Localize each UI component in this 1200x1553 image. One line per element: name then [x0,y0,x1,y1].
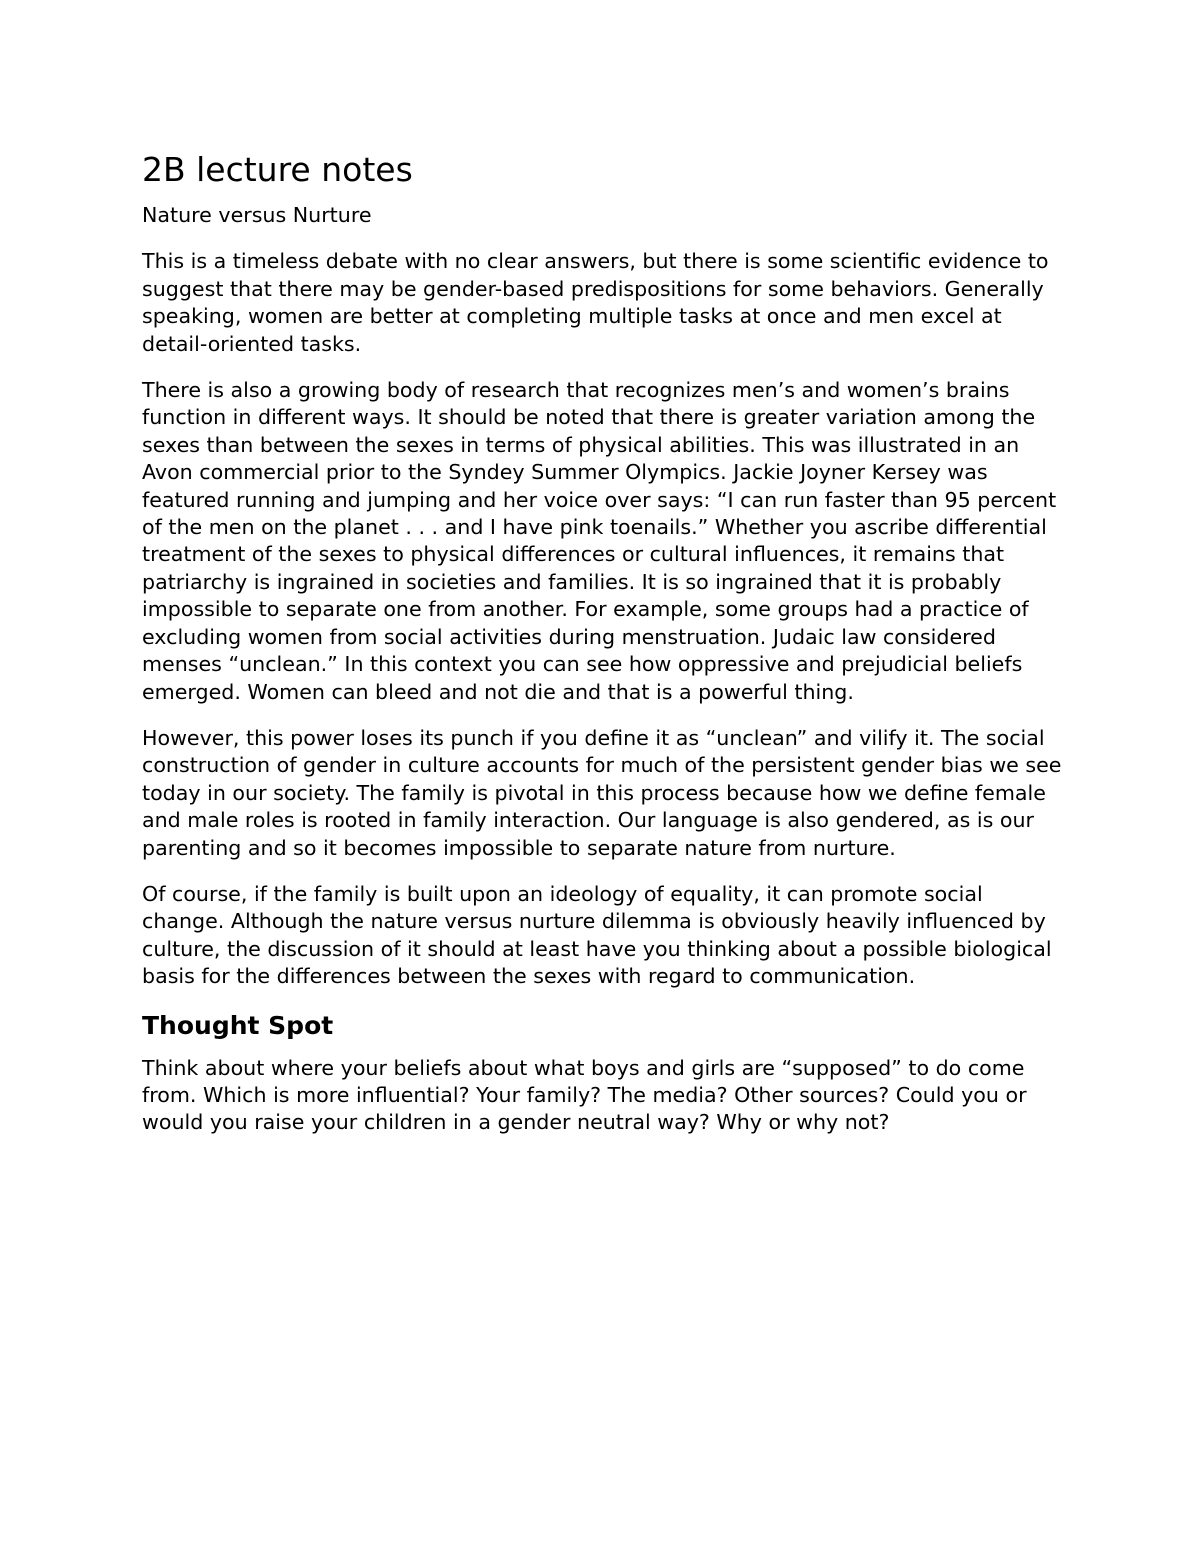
paragraph-equality: Of course, if the family is built upon an ideology of equality, it can promote social change. Although the nature versus nurture dilemma is obviously heavily influenced by culture, the discussion of it should at least have you thinking about a possible biological basis for the differences between the sexes with regard to communication. [142,881,1052,989]
paragraph-intro: This is a timeless debate with no clear answers, but there is some scientific evidence to suggest that there may be gender-based predispositions for some behaviors. Generally speaking, women are better at completing multiple tasks at once and men excel at detail-oriented tasks. [142,249,1049,356]
document-body [142,150,1067,1156]
document-subtitle: Nature versus Nurture [142,203,372,227]
thought-spot-heading: Thought Spot [142,1010,334,1040]
document-title: 2B lecture notes [142,150,413,189]
paragraph-social-construction: However, this power loses its punch if you define it as “unclean” and vilify it. The social construction of gender in culture accounts for much of the persistent gender bias we see today in our society. The family is pivotal in this process because how we define female and male roles is rooted in family interaction. Our language is also gendered, as is our parenting and so it becomes impossible to separate nature from nurture. [142,725,1062,860]
thought-spot-text: Think about where your beliefs about what boys and girls are “supposed” to do come from. Which is more influential? Your family? The media? Other sources? Could you or would you raise your children in a gender neutral way? Why or why not? [142,1055,1027,1135]
paragraph-research: There is also a growing body of research that recognizes men’s and women’s brains function in different ways. It should be noted that there is greater variation among the sexes than between the sexes in terms of physical abilities. This was illustrated in an Avon commercial prior to the Syndey Summer Olympics. Jackie Joyner Kersey was featured running and jumping and her voice over says: “I can run faster than 95 percent of the men on the planet . . . and I have pink toenails.” Whether you ascribe differential treatment of the sexes to physical differences or cultural influences, it remains that patriarchy is ingrained in societies and families. It is so ingrained that it is probably impossible to separate one from another. For example, some groups had a practice of excluding women from social activities during menstruation. Judaic law considered menses “unclean.” In this context you can see how oppressive and prejudicial beliefs emerged. Women can bleed and not die and that is a powerful thing. [142,378,1057,704]
